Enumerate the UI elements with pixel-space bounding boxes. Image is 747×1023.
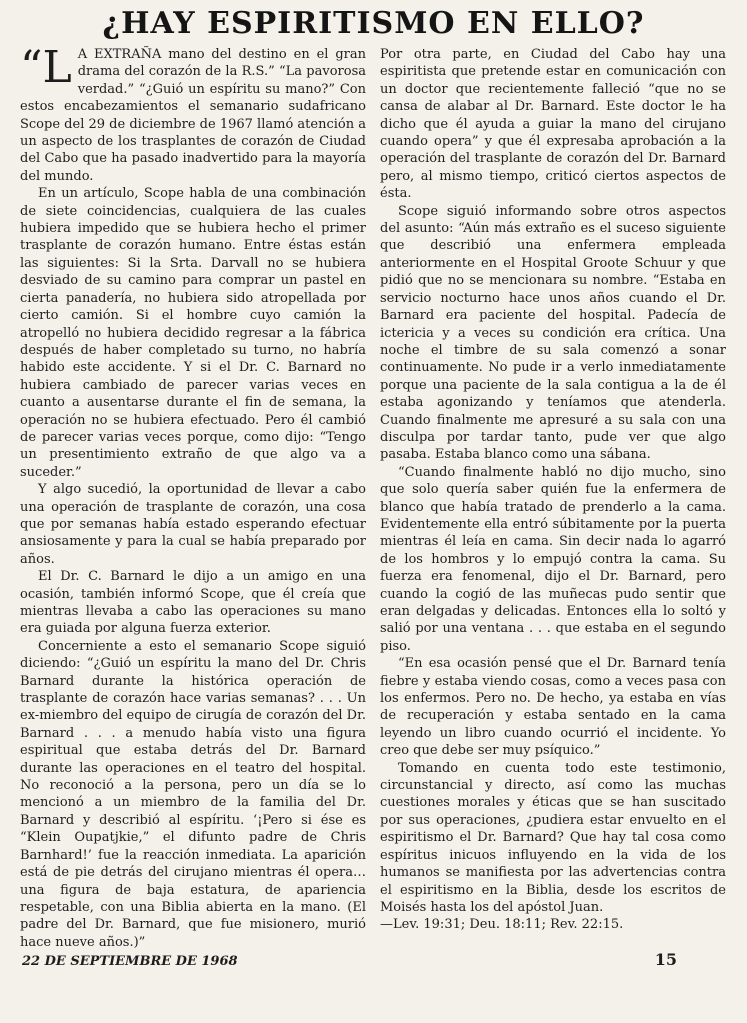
article-title: ¿HAY ESPIRITISMO EN ELLO? xyxy=(102,6,645,41)
page-footer xyxy=(22,950,725,969)
page-number: 15 xyxy=(654,950,677,969)
issue-date: 22 DE SEPTIEMBRE DE 1968 xyxy=(22,954,238,969)
drop-cap: “L xyxy=(20,42,72,93)
paragraph: En un artículo, Scope habla de una combinación de siete coincidencias, cualquiera de las cuales hubiera impedido que se hubiera hecho el primer trasplante de corazón humano. Entre éstas están las siguientes: Si la Srta. Darvall no se hubiera desviado de su camino para comprar un pastel en cierta panadería, no hubiera sido atropellada por cierto camión. Si el hombre cuyo camión la atropelló no hubiera decidido regresar a la fábrica después de haber completado su turno, no habría habido este accidente. Y si el Dr. C. Barnard no hubiera cambiado de parecer varias veces en cuanto a ausentarse durante el fin de semana, la operación no se hubiera efectuado. Pero él cambió de parecer varias veces porque, como dijo: “Tengo un presentimiento extraño de que algo va a suceder.” xyxy=(20,186,366,480)
paragraph: “En esa ocasión pensé que el Dr. Barnard tenía fiebre y estaba viendo cosas, como a veces pasa con los enfermos. Pero no. De hecho, ya estaba en vías de recuperación y estaba sentado en la cama leyendo un libro cuando ocurrió el incidente. Yo creo que debe ser muy psíquico.” xyxy=(380,656,726,759)
paragraph: Tomando en cuenta todo este testimonio, circunstancial y directo, así como las muchas cuestiones morales y éticas que se han suscitado por sus operaciones, ¿pudiera estar envuelto en el espiritismo el Dr. Barnard? Que hay tal cosa como espíritus inicuos influyendo en la vida de los humanos se manifiesta por las advertencias contra el espiritismo en la Biblia, desde los escritos de Moisés hasta los del apóstol Juan. xyxy=(380,760,726,915)
paragraph: Y algo sucedió, la oportunidad de llevar a cabo una operación de trasplante de corazón, una cosa que por semanas había estado esperando efectuar ansiosamente y para la cual se había preparado por años. xyxy=(20,482,366,567)
paragraph: El Dr. C. Barnard le dijo a un amigo en una ocasión, también informó Scope, que él creía que mientras llevaba a cabo las operaciones su mano era guiada por alguna fuerza exterior. xyxy=(20,569,366,637)
paragraph: Por otra parte, en Ciudad del Cabo hay una espiritista que pretende estar en comunicación con un doctor que recientemente falleció “que no se cansa de alabar al Dr. Barnard. Este doctor le ha dicho que él ayuda a guiar la mano del cirujano cuando opera” y que él expresaba aprobación a la operación del trasplante de corazón del Dr. Barnard pero, al mismo tiempo, criticó ciertos aspectos de ésta. xyxy=(380,47,726,202)
paragraph: Scope siguió informando sobre otros aspectos del asunto: “Aún más extraño es el suceso siguiente que describió una enfermera empleada anteriormente en el Hospital Groote Schuur y que pidió que no se mencionara su nombre. “Estaba en servicio nocturno hace unos años cuando el Dr. Barnard era paciente del hospital. Padecía de ictericia y a veces su condición era crítica. Una noche el timbre de su sala comenzó a sonar continuamente. No pude ir a verlo inmediatamente porque una paciente de la sala contigua a la de él estaba agonizando y teníamos que atenderla. Cuando finalmente me apresuré a su sala con una disculpa por tardar tanto, pude ver que algo pasaba. Estaba blanco como una sábana. xyxy=(380,203,726,463)
paragraph: Concerniente a esto el semanario Scope siguió diciendo: “¿Guió un espíritu la mano del Dr. Chris Barnard durante la histórica operación de trasplante de corazón hace varias semanas? . . . Un ex-miembro del equipo de cirugía de corazón del Dr. Barnard . . . a menudo había visto una figura espiritual que estaba detrás del Dr. Barnard durante las operaciones en el teatro del hospital. No reconoció a la persona, pero un día se lo mencionó a un miembro de la familia del Dr. Barnard y describió al espíritu. ‘¡Pero si ése es “Klein Oupatjkie,” el difunto padre de Chris Barnhard!’ fue la reacción inmediata. La aparición está de pie detrás del cirujano mientras él opera… una figura de baja estatura, de apariencia respetable, con una Biblia abierta en la mano. (El padre del Dr. Barnard, que fue misionero, murió hace nueve años.)” xyxy=(20,638,366,950)
scripture-references: —Lev. 19:31; Deu. 18:11; Rev. 22:15. xyxy=(380,917,624,933)
paragraph: “Cuando finalmente habló no dijo mucho, sino que solo quería saber quién fue la enfermera de blanco que había tratado de prenderlo a la cama. Evidentemente ella entró súbitamente por la puerta mientras él leía en cama. Sin decir nada lo agarró de los hombros y lo empujó contra la cama. Su fuerza era fenomenal, dijo el Dr. Barnard, pero cuando la cogió de las muñecas pudo sentir que eran delgadas y delicadas. Entonces ella lo soltó y salió por una ventana . . . que estaba en el segundo piso. xyxy=(380,464,726,654)
right-column xyxy=(380,46,726,934)
paragraph: “L A EXTRAÑA mano del destino en el gran drama del corazón de la R.S.” “La pavorosa verdad.” “¿Guió un espíritu su mano?” Con estos encabezamientos el semanario sudafricano Scope del 29 de diciembre de 1967 llamó atención a un aspecto de los trasplantes de corazón de Ciudad del Cabo que ha pasado inadvertido para la mayoría del mundo. xyxy=(20,42,366,184)
left-column xyxy=(20,42,366,951)
